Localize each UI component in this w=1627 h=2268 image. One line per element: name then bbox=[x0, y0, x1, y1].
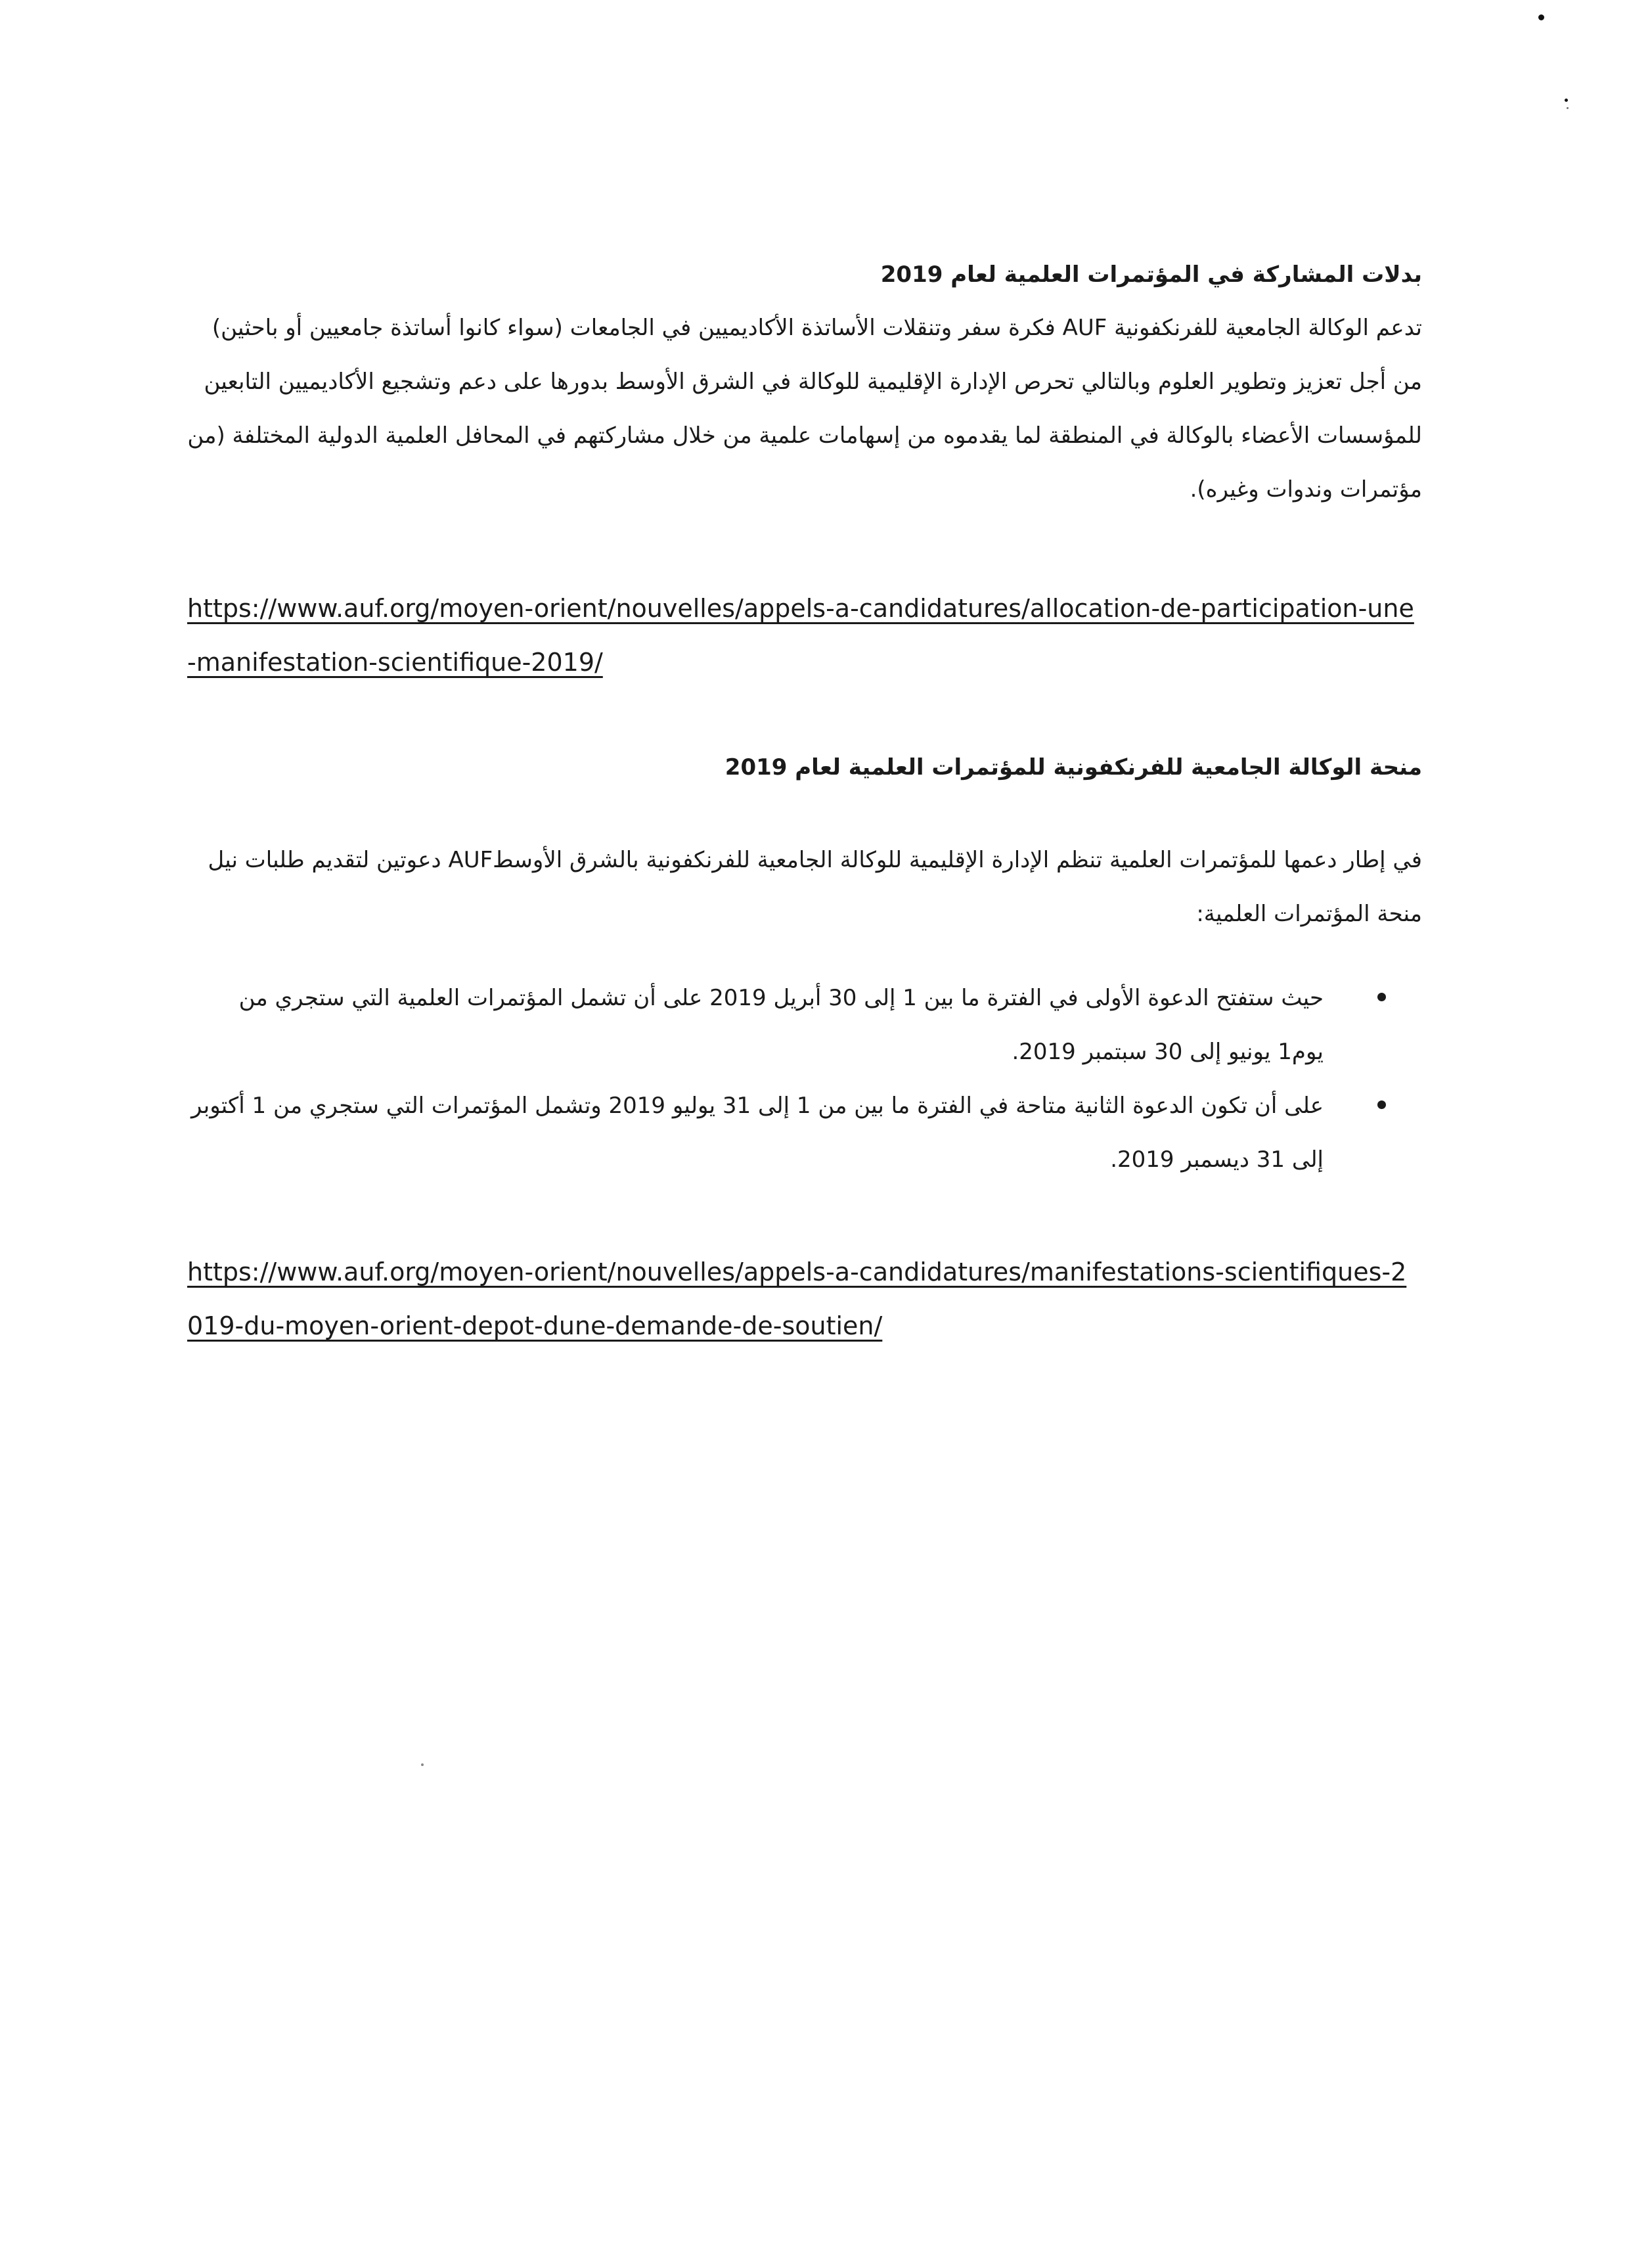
bullet-icon bbox=[1377, 993, 1386, 1001]
grant-bullets-block bbox=[187, 971, 1422, 1187]
section-title: منحة الوكالة الجامعية للفرنكفونية للمؤتمرات العلمية لعام 2019 bbox=[724, 754, 1422, 781]
list-item-text: على أن تكون الدعوة الثانية متاحة في الفترة ما بين من 1 إلى 31 يوليو 2019 وتشمل المؤتمرات التي ستجري من 1 أكتوبر إلى 31 ديسمبر 2019. bbox=[191, 1093, 1324, 1173]
call-list bbox=[187, 971, 1422, 1187]
list-item bbox=[187, 971, 1422, 1079]
allowance-link[interactable]: https://www.auf.org/moyen-orient/nouvelles/appels-a-candidatures/allocation-de-participation-une-manifestation-scientifique-2019/ bbox=[187, 594, 1414, 677]
scan-speck bbox=[1567, 107, 1569, 109]
link-block-grant bbox=[187, 1245, 1422, 1353]
section-body: تدعم الوكالة الجامعية للفرنكفونية AUF فكرة سفر وتنقلات الأساتذة الأكاديميين في الجامعات (سواء كانوا أساتذة جامعيين أو باحثين) من أجل تعزيز وتطوير العلوم وبالتالي تحرص الإدارة الإقليمية للوكالة في الشرق الأوسط بدورها على دعم وتشجيع الأكاديميين التابعين للمؤسسات الأعضاء بالوكالة في المنطقة لما يقدموه من إسهامات علمية من خلال مشاركتهم في المحافل العلمية الدولية المختلفة (من مؤتمرات وندوات وغيره). bbox=[187, 315, 1422, 503]
grant-link[interactable]: https://www.auf.org/moyen-orient/nouvelles/appels-a-candidatures/manifestations-scientifiques-2019-du-moyen-orient-depot-dune-demande-de-soutien/ bbox=[187, 1258, 1407, 1340]
bullet-icon bbox=[1377, 1100, 1386, 1109]
scan-speck bbox=[1565, 99, 1568, 102]
section-title: بدلات المشاركة في المؤتمرات العلمية لعام 2019 bbox=[880, 261, 1422, 288]
section-grant bbox=[187, 741, 1422, 794]
scan-speck bbox=[1538, 14, 1544, 20]
list-item-text: حيث ستفتح الدعوة الأولى في الفترة ما بين 1 إلى 30 أبريل 2019 على أن تشمل المؤتمرات العلمية التي ستجري من يوم1 يونيو إلى 30 سبتمبر 2019. bbox=[238, 985, 1324, 1065]
list-item bbox=[187, 1079, 1422, 1187]
grant-intro: في إطار دعمها للمؤتمرات العلمية تنظم الإدارة الإقليمية للوكالة الجامعية للفرنكفونية بالشرق الأوسطAUF دعوتين لتقديم طلبات نيل منحة المؤتمرات العلمية: bbox=[208, 847, 1422, 927]
section-allowances bbox=[187, 248, 1422, 516]
link-block-allowances bbox=[187, 581, 1422, 689]
grant-intro-block bbox=[187, 833, 1422, 941]
scan-speck bbox=[421, 1763, 424, 1766]
